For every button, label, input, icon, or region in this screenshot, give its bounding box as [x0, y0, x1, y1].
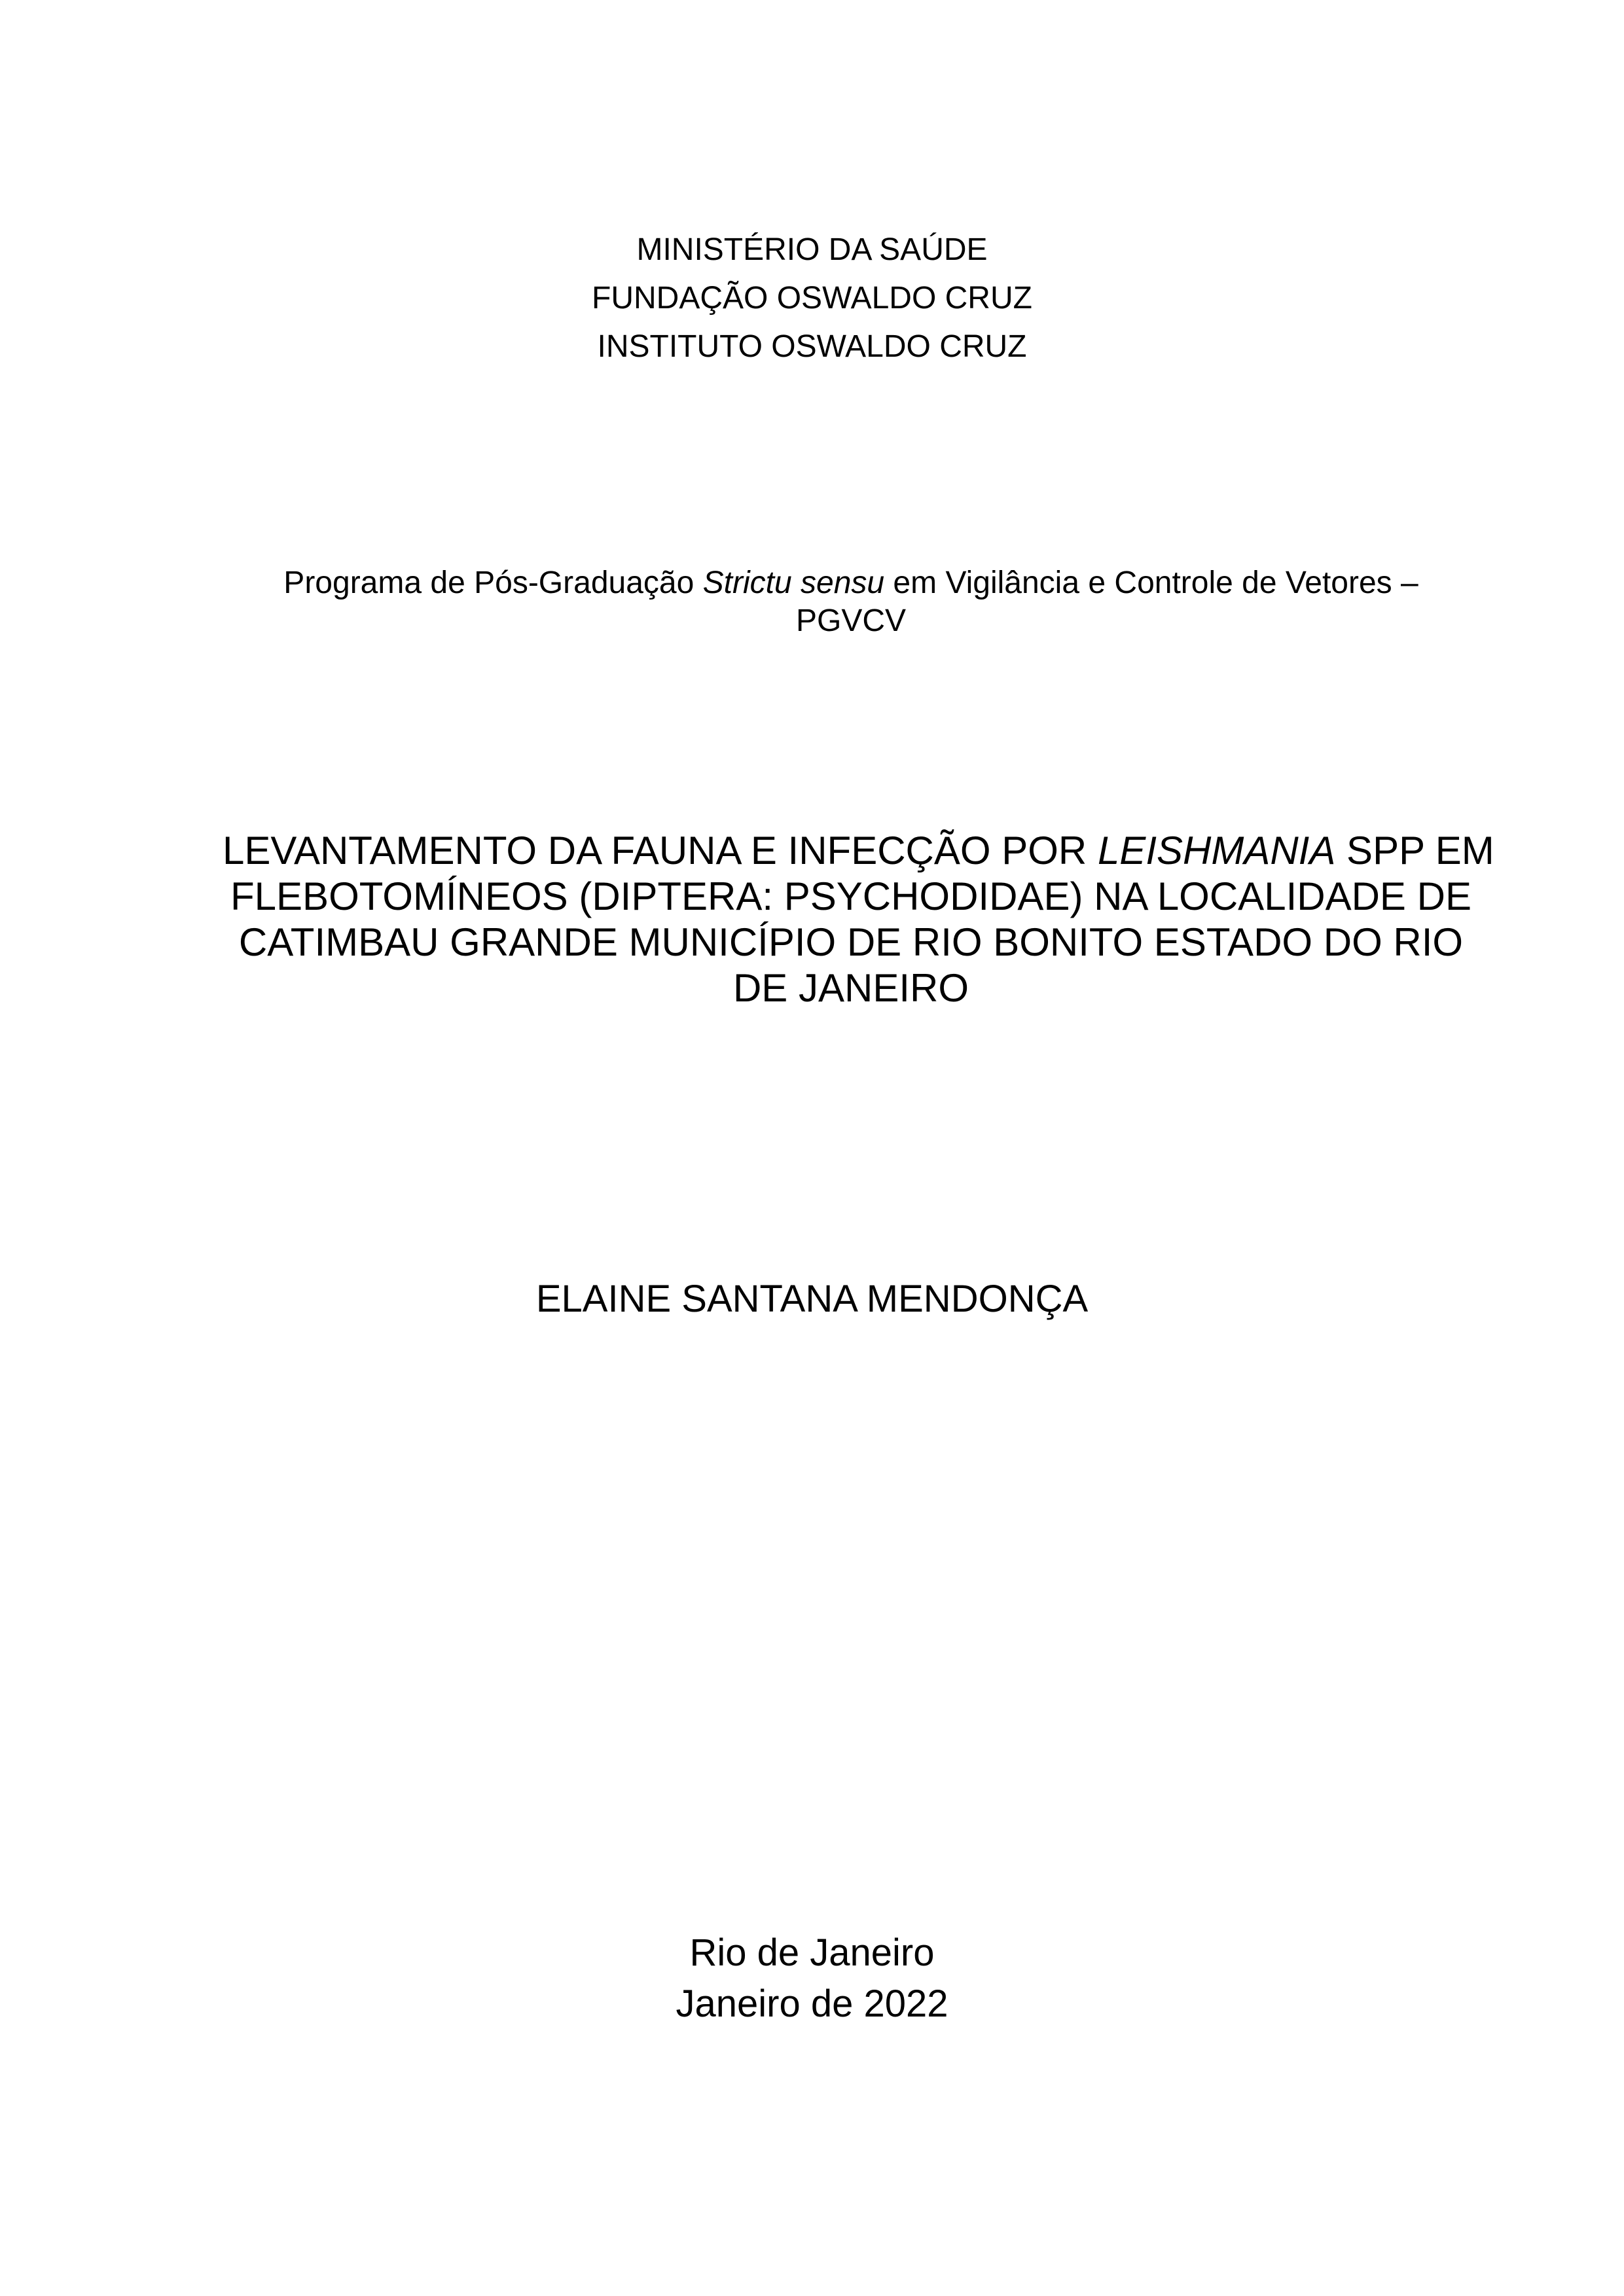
ministry-name: MINISTÉRIO DA SAÚDE — [636, 232, 988, 267]
program-line-2: PGVCV — [795, 603, 907, 638]
foundation-name: FUNDAÇÃO OSWALDO CRUZ — [592, 281, 1032, 315]
title-line-3: CATIMBAU GRANDE MUNICÍPIO DE RIO BONITO ESTADO DO RIO — [238, 920, 1464, 964]
title-line-1-suffix: SPP EM — [1335, 829, 1494, 872]
title-line-1 — [223, 828, 1494, 874]
program-suffix: em Vigilância e Controle de Vetores – — [884, 565, 1418, 600]
date: Janeiro de 2022 — [676, 1982, 948, 2025]
institution-header — [0, 226, 1624, 371]
program-italic: Strictu sensu — [702, 565, 885, 600]
program-prefix: Programa de Pós-Graduação — [283, 565, 703, 600]
program-name — [229, 564, 1473, 640]
program-line-1 — [229, 564, 1473, 602]
place-and-date — [0, 1928, 1624, 2030]
thesis-title — [223, 828, 1494, 1011]
title-line-4: DE JANEIRO — [732, 966, 969, 1010]
title-line-2: FLEBOTOMÍNEOS (DIPTERA: PSYCHODIDAE) NA LOCALIDADE DE — [230, 874, 1471, 918]
author-name: ELAINE SANTANA MENDONÇA — [535, 1278, 1089, 1320]
institute-name: INSTITUTO OSWALDO CRUZ — [597, 329, 1027, 364]
title-line-1-italic: LEISHMANIA — [1097, 829, 1336, 872]
place: Rio de Janeiro — [689, 1931, 935, 1974]
title-line-1-prefix: LEVANTAMENTO DA FAUNA E INFECÇÃO POR — [223, 829, 1098, 872]
